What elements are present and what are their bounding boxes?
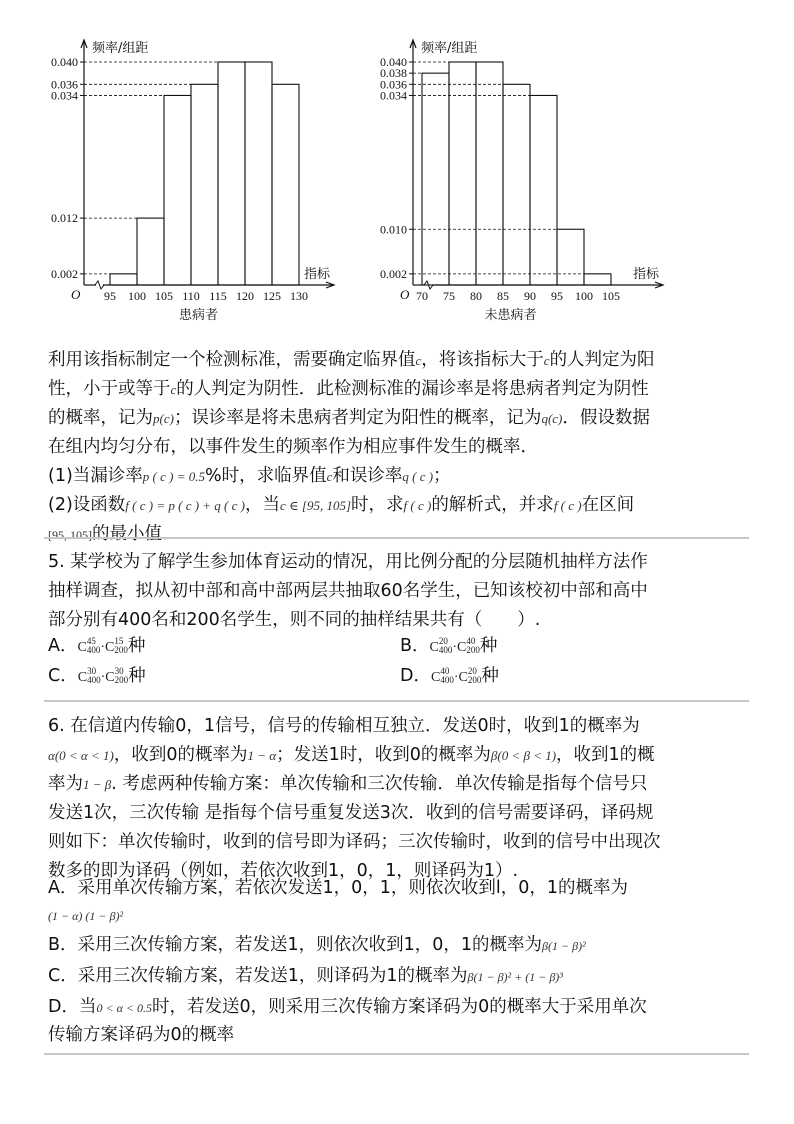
x-tick-label: 95 bbox=[551, 289, 563, 303]
combination-symbol: C bbox=[77, 640, 87, 655]
option-suffix: 种 bbox=[479, 636, 498, 656]
x-tick-label: 100 bbox=[128, 289, 146, 303]
combination-sup: 40 bbox=[440, 665, 450, 676]
combination-indices bbox=[439, 637, 453, 655]
histogram-bar bbox=[557, 229, 584, 285]
chart-caption: 未患病者 bbox=[484, 308, 537, 323]
option-suffix: 种 bbox=[128, 666, 146, 686]
option-suffix: 种 bbox=[127, 636, 146, 656]
divider bbox=[44, 537, 749, 539]
combination-symbol: C bbox=[458, 670, 468, 685]
q6-line-5: 则如下：单次传输时，收到的信号即为译码；三次传输时，收到的信号中出现次 bbox=[48, 832, 661, 852]
x-tick-label: 90 bbox=[524, 289, 536, 303]
combination-symbol: C bbox=[457, 640, 467, 655]
q5-text bbox=[48, 548, 753, 635]
q5-line-2: 抽样调查，拟从初中部和高中部两层共抽取60名学生，已知该校初中部和高中 bbox=[48, 581, 648, 601]
q6-line-3: 率为1 − β. 考虑两种传输方案：单次传输和三次传输．单次传输是指每个信号只 bbox=[48, 774, 648, 794]
combination-sub: 200 bbox=[114, 644, 128, 655]
option-suffix: 种 bbox=[481, 666, 499, 686]
x-tick-label: 110 bbox=[182, 289, 200, 303]
combination-sup: 20 bbox=[467, 665, 477, 676]
q5-option-c[interactable] bbox=[48, 663, 146, 691]
histogram-svg bbox=[0, 0, 794, 340]
combination-sub: 400 bbox=[86, 644, 101, 655]
q6-option-a-formula: (1 − α) (1 − β)² bbox=[48, 909, 124, 923]
q4-line-3: 的概率，记为p(c)；误诊率是将未患病者判定为阳性的概率，记为q(c)．假设数据 bbox=[48, 408, 650, 428]
x-tick-label: 75 bbox=[443, 289, 455, 303]
option-label: C． bbox=[48, 666, 78, 686]
q6-text bbox=[48, 712, 753, 886]
x-axis-break bbox=[95, 281, 104, 289]
y-tick-label: 0.040 bbox=[380, 55, 407, 69]
q6-option-d-cont: 传输方案译码为0的概率 bbox=[48, 1025, 235, 1045]
y-tick-label: 0.034 bbox=[51, 88, 78, 103]
combination-indices bbox=[466, 637, 480, 655]
y-tick-label: 0.012 bbox=[51, 211, 78, 226]
q6-option-c[interactable]: C．采用三次传输方案，若发送1，则译码为1的概率为β(1 − β)² + (1 − β)³ bbox=[48, 966, 563, 986]
combination-sub: 400 bbox=[440, 674, 454, 685]
q6-options bbox=[48, 875, 753, 1049]
chart-caption: 患病者 bbox=[178, 308, 219, 323]
combination-sup: 30 bbox=[114, 665, 124, 676]
x-tick-label: 130 bbox=[290, 289, 308, 303]
q4-text bbox=[48, 346, 753, 550]
histogram-bar bbox=[110, 274, 137, 285]
q4-line-2: 性，小于或等于c的人判定为阴性．此检测标准的漏诊率是将患病者判定为阴性 bbox=[48, 379, 649, 399]
q5-option-b[interactable] bbox=[400, 633, 497, 661]
x-tick-label: 100 bbox=[575, 289, 593, 303]
option-label: D． bbox=[400, 666, 431, 686]
combination-sub: 200 bbox=[114, 674, 129, 685]
combination-sup: 40 bbox=[466, 635, 476, 646]
q4-subquestion-2: (2)设函数f ( c ) = p ( c ) + q ( c )，当c ∈ [95, 105]时，求f ( c )的解析式，并求f ( c )在区间 bbox=[48, 495, 635, 515]
combination-sub: 200 bbox=[466, 644, 480, 655]
combination-indices bbox=[114, 637, 128, 655]
y-tick-label: 0.002 bbox=[51, 266, 78, 281]
option-label: B． bbox=[400, 636, 430, 656]
x-axis-label: 指标 bbox=[304, 267, 331, 282]
combination-symbol: C bbox=[105, 640, 115, 655]
histogram-bar bbox=[503, 84, 530, 285]
combination-sup: 15 bbox=[114, 635, 124, 646]
multiply-dot: · bbox=[453, 670, 459, 685]
multiply-dot: · bbox=[100, 670, 106, 685]
combination-expression bbox=[77, 635, 128, 655]
histogram-bar bbox=[422, 73, 449, 285]
combination-indices bbox=[440, 667, 454, 685]
combination-sub: 400 bbox=[87, 674, 101, 685]
q6-option-a[interactable]: A．采用单次传输方案，若依次发送1，0，1，则依次收到l，0，1的概率为 bbox=[48, 878, 629, 898]
combination-indices bbox=[87, 667, 101, 685]
histogram-bar bbox=[137, 218, 164, 285]
histogram-bar bbox=[272, 84, 299, 285]
combination-expression bbox=[430, 665, 482, 685]
x-tick-label: 120 bbox=[236, 289, 254, 303]
combination-sub: 400 bbox=[438, 644, 453, 655]
q6-line-6: 数多的即为译码（例如，若依次收到1，0，1，则译码为1）. bbox=[48, 861, 519, 881]
x-tick-label: 105 bbox=[155, 289, 173, 303]
x-tick-label: 125 bbox=[263, 289, 281, 303]
multiply-dot: · bbox=[452, 640, 458, 655]
multiply-dot: · bbox=[100, 640, 105, 655]
y-tick-label: 0.040 bbox=[51, 55, 78, 69]
q6-option-b[interactable]: B．采用三次传输方案，若发送1，则依次收到1，0，1的概率为β(1 − β)² bbox=[48, 935, 586, 955]
histogram-bar bbox=[530, 95, 557, 285]
origin-label: O bbox=[71, 287, 81, 302]
y-tick-label: 0.002 bbox=[380, 266, 407, 281]
q5-option-a[interactable] bbox=[48, 633, 145, 661]
divider bbox=[44, 1053, 749, 1055]
origin-label: O bbox=[400, 287, 410, 302]
combination-sup: 45 bbox=[86, 635, 96, 646]
q4-line-1: 利用该指标制定一个检测标准，需要确定临界值c，将该指标大于c的人判定为阳 bbox=[48, 350, 655, 370]
y-tick-label: 0.036 bbox=[380, 77, 407, 92]
y-axis-label: 频率/组距 bbox=[92, 41, 149, 56]
combination-symbol: C bbox=[430, 670, 441, 685]
q6-line-4: 发送1次，三次传输 是指每个信号重复发送3次．收到的信号需要译码，译码规 bbox=[48, 803, 654, 823]
combination-indices bbox=[468, 667, 482, 685]
x-tick-label: 105 bbox=[602, 289, 620, 303]
x-tick-label: 80 bbox=[470, 289, 482, 303]
combination-expression bbox=[429, 635, 480, 655]
histogram-bar bbox=[164, 95, 191, 285]
x-axis-label: 指标 bbox=[633, 267, 660, 282]
combination-sub: 200 bbox=[467, 674, 482, 685]
y-tick-label: 0.036 bbox=[51, 77, 78, 92]
y-tick-label: 0.010 bbox=[380, 222, 407, 237]
x-tick-label: 115 bbox=[209, 289, 227, 303]
combination-indices bbox=[87, 637, 101, 655]
histogram-bar bbox=[218, 62, 245, 285]
q6-line-1: 6. 在信道内传输0，1信号，信号的传输相互独立．发送0时，收到1的概率为 bbox=[48, 716, 640, 736]
histogram-bar bbox=[245, 62, 272, 285]
q5-line-1: 5. 某学校为了解学生参加体育运动的情况，用比例分配的分层随机抽样方法作 bbox=[48, 552, 648, 572]
x-tick-label: 85 bbox=[497, 289, 509, 303]
combination-expression bbox=[77, 665, 129, 685]
q4-subquestion-1: (1)当漏诊率p ( c ) = 0.5%时，求临界值c和误诊率q ( c )； bbox=[48, 466, 451, 486]
divider bbox=[44, 700, 749, 702]
y-tick-label: 0.038 bbox=[380, 66, 407, 81]
q6-option-d[interactable]: D．当0 < α < 0.5时，若发送0，则采用三次传输方案译码为0的概率大于采用单次 bbox=[48, 997, 647, 1017]
q5-line-3: 部分别有400名和200名学生，则不同的抽样结果共有（ ）. bbox=[48, 610, 541, 630]
histogram-bar bbox=[584, 274, 611, 285]
q4-line-4: 在组内均匀分布，以事件发生的频率作为相应事件发生的概率． bbox=[48, 437, 538, 457]
combination-symbol: C bbox=[429, 640, 439, 655]
y-tick-label: 0.034 bbox=[380, 88, 407, 103]
q6-line-2: α(0 < α < 1)，收到0的概率为1 − α；发送1时，收到0的概率为β(0 < β < 1)，收到1的概 bbox=[48, 745, 655, 765]
q4-subquestion-2-cont: [95, 105]的最小值． bbox=[48, 524, 180, 544]
combination-sup: 20 bbox=[438, 635, 448, 646]
histogram-bar bbox=[191, 84, 218, 285]
x-tick-label: 70 bbox=[416, 289, 428, 303]
combination-symbol: C bbox=[77, 670, 88, 685]
combination-indices bbox=[115, 667, 129, 685]
combination-sup: 30 bbox=[87, 665, 97, 676]
histogram-figure bbox=[0, 0, 794, 340]
q5-option-d[interactable] bbox=[400, 663, 499, 691]
option-label: A． bbox=[48, 636, 78, 656]
y-axis-label: 频率/组距 bbox=[421, 41, 478, 56]
x-tick-label: 95 bbox=[104, 289, 116, 303]
combination-symbol: C bbox=[105, 670, 115, 685]
